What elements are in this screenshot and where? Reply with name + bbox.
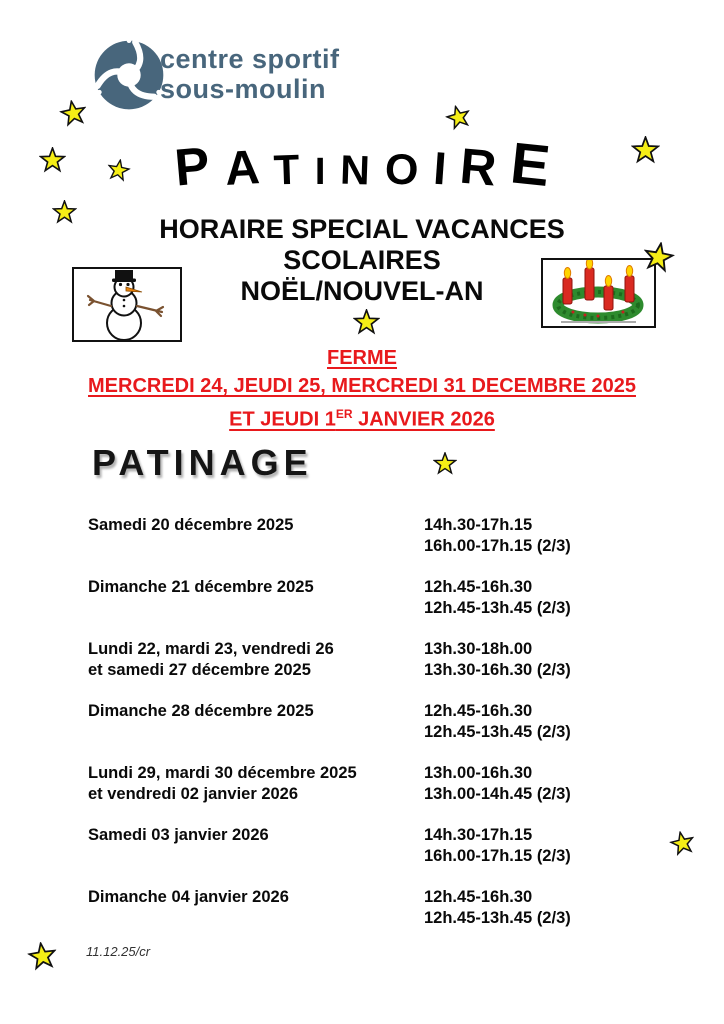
star-icon [52, 200, 77, 225]
closed-line-1: FERME [327, 347, 397, 369]
subtitle-line-1: HORAIRE SPECIAL VACANCES [159, 214, 565, 244]
title-letter: E [508, 130, 554, 200]
logo-line-1: centre sportif [160, 44, 340, 74]
schedule-times: 12h.45-16h.30 12h.45-13h.45 (2/3) [424, 888, 571, 927]
schedule-date: Lundi 29, mardi 30 décembre 2025 et vendredi 02 janvier 2026 [88, 764, 357, 803]
title-letter: A [223, 141, 261, 196]
schedule-row [88, 639, 668, 682]
closed-line-2: MERCREDI 24, JEUDI 25, MERCREDI 31 DECEMBRE 2025 [88, 375, 636, 397]
snowman-image [72, 267, 182, 342]
logo-line-2: sous-moulin [160, 74, 326, 104]
title-letter: R [458, 137, 500, 197]
schedule-date: Dimanche 28 décembre 2025 [88, 702, 314, 720]
pinwheel-swirl-icon [90, 36, 168, 114]
star-icon [433, 452, 457, 476]
subtitle-line-3: NOËL/NOUVEL-AN [240, 276, 484, 306]
advent-wreath-image [541, 258, 656, 328]
schedule-times: 14h.30-17h.15 16h.00-17h.15 (2/3) [424, 826, 571, 865]
schedule-date: Samedi 03 janvier 2026 [88, 826, 269, 844]
schedule-date: Dimanche 21 décembre 2025 [88, 578, 314, 596]
subtitle-line-2: SCOLAIRES [283, 245, 441, 275]
schedule-row [88, 763, 668, 806]
schedule-times: 12h.45-16h.30 12h.45-13h.45 (2/3) [424, 702, 571, 741]
title-letter: I [314, 151, 326, 193]
schedule-row [88, 515, 668, 558]
star-icon [39, 147, 66, 174]
title-letter: P [172, 136, 212, 198]
logo-wordmark [160, 44, 340, 104]
schedule-date: Dimanche 04 janvier 2026 [88, 888, 289, 906]
schedule-date: Samedi 20 décembre 2025 [88, 516, 294, 534]
schedule-times: 13h.30-18h.00 13h.30-16h.30 (2/3) [424, 640, 571, 679]
star-icon [57, 97, 88, 128]
schedule-row [88, 577, 668, 620]
schedule-row [88, 701, 668, 744]
title-letter: N [339, 146, 372, 194]
title-letter: I [431, 141, 448, 195]
schedule-times: 13h.00-16h.30 13h.00-14h.45 (2/3) [424, 764, 571, 803]
ordinal-superscript: ER [335, 407, 353, 421]
title-letter: O [383, 145, 420, 195]
title-letter: T [273, 145, 301, 194]
star-icon [105, 157, 132, 184]
closed-notice [0, 344, 724, 434]
star-icon [631, 136, 660, 165]
star-icon [353, 309, 380, 336]
schedule-row [88, 825, 668, 868]
star-icon [26, 940, 59, 973]
document-reference: 11.12.25/cr [86, 944, 151, 959]
schedule-table [88, 515, 668, 949]
schedule-times: 12h.45-16h.30 12h.45-13h.45 (2/3) [424, 578, 571, 617]
schedule-row [88, 887, 668, 930]
schedule-times: 14h.30-17h.15 16h.00-17h.15 (2/3) [424, 516, 571, 555]
star-icon [667, 828, 697, 858]
closed-line-3: ET JEUDI 1ER JANVIER 2026 [229, 407, 495, 431]
schedule-date: Lundi 22, mardi 23, vendredi 26 et samedi 27 décembre 2025 [88, 640, 334, 679]
star-icon [640, 239, 676, 275]
section-title: PATINAGE [92, 442, 313, 483]
